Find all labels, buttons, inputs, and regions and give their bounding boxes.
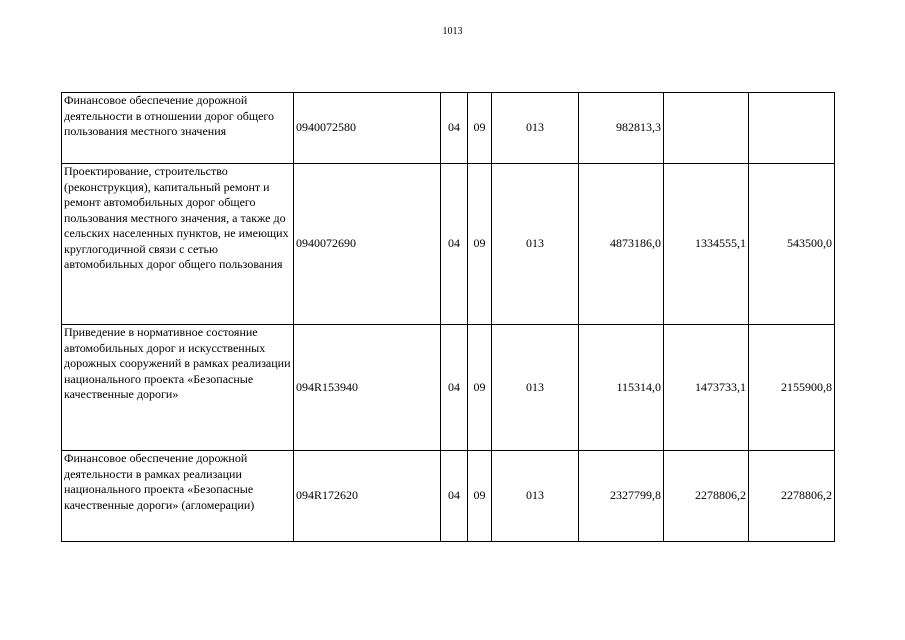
row-amount-2: 1473733,1 [664, 325, 749, 451]
row-target-code: 094R153940 [294, 325, 441, 451]
row-expense-type: 013 [492, 93, 579, 164]
row-amount-3: 2155900,8 [749, 325, 835, 451]
row-expense-type: 013 [492, 164, 579, 325]
row-amount-2: 2278806,2 [664, 451, 749, 542]
row-amount-1: 115314,0 [579, 325, 664, 451]
row-amount-2 [664, 93, 749, 164]
row-subsection: 09 [468, 93, 492, 164]
table-row [62, 325, 835, 451]
row-target-code: 094R172620 [294, 451, 441, 542]
row-amount-1: 982813,3 [579, 93, 664, 164]
row-name: Проектирование, строительство (реконструкция), капитальный ремонт и ремонт автомобильных дорог общего пользования местного значения, а также до сельских населенных пунктов, не имеющих круглогодичной связи с сетью автомобильных дорог общего пользования [62, 164, 294, 325]
row-subsection: 09 [468, 325, 492, 451]
row-subsection: 09 [468, 451, 492, 542]
row-name: Финансовое обеспечение дорожной деятельности в отношении дорог общего пользования местного значения [62, 93, 294, 164]
row-amount-1: 4873186,0 [579, 164, 664, 325]
row-expense-type: 013 [492, 325, 579, 451]
row-section: 04 [441, 325, 468, 451]
row-expense-type: 013 [492, 451, 579, 542]
table-row [62, 164, 835, 325]
table-row [62, 93, 835, 164]
row-amount-2: 1334555,1 [664, 164, 749, 325]
row-amount-1: 2327799,8 [579, 451, 664, 542]
row-section: 04 [441, 93, 468, 164]
row-name: Финансовое обеспечение дорожной деятельности в рамках реализации национального проекта «Безопасные качественные дороги» (агломерации) [62, 451, 294, 542]
page-number: 1013 [442, 26, 463, 37]
row-amount-3: 2278806,2 [749, 451, 835, 542]
row-subsection: 09 [468, 164, 492, 325]
budget-table [61, 92, 835, 542]
row-name: Приведение в нормативное состояние автомобильных дорог и искусственных дорожных сооружений в рамках реализации национального проекта «Безопасные качественные дороги» [62, 325, 294, 451]
row-amount-3: 543500,0 [749, 164, 835, 325]
row-target-code: 0940072690 [294, 164, 441, 325]
row-section: 04 [441, 451, 468, 542]
row-target-code: 0940072580 [294, 93, 441, 164]
row-section: 04 [441, 164, 468, 325]
table-row [62, 451, 835, 542]
row-amount-3 [749, 93, 835, 164]
